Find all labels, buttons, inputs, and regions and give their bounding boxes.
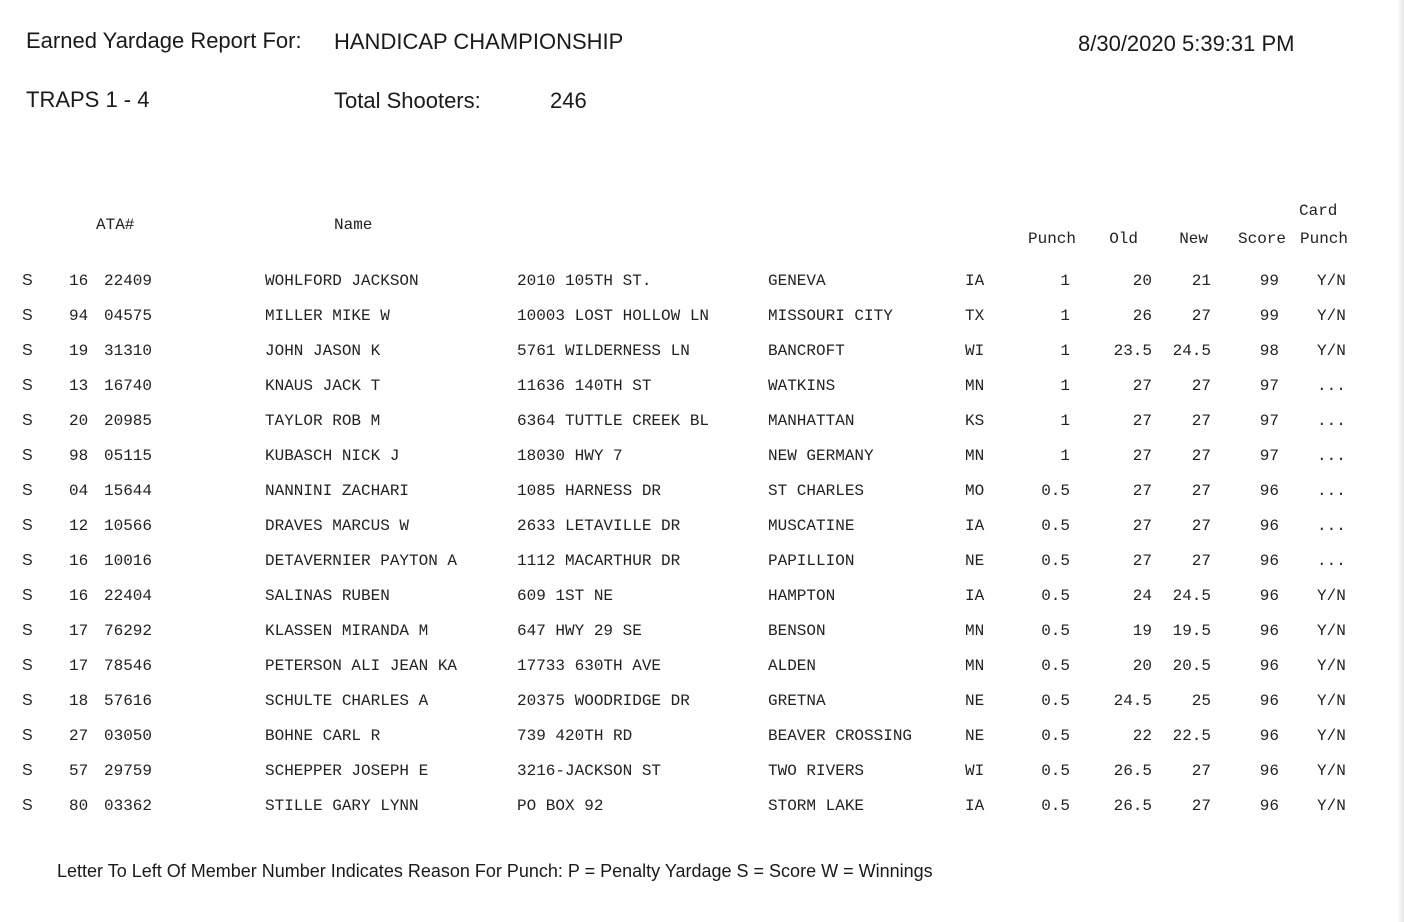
reason-letter: S <box>22 272 33 289</box>
shooter-city: BANCROFT <box>768 342 845 360</box>
shooter-name: PETERSON ALI JEAN KA <box>265 657 458 675</box>
score-value: 97 <box>1259 412 1279 430</box>
shooter-address: 739 420TH RD <box>517 727 633 745</box>
new-yardage: 22.5 <box>1172 727 1211 745</box>
ata-prefix: 04 <box>69 482 89 500</box>
total-shooters-label: Total Shooters: <box>334 88 481 113</box>
shooter-address: 3216-JACKSON ST <box>517 762 662 780</box>
card-punch-value: Y/N <box>1317 342 1346 360</box>
card-punch-value: Y/N <box>1317 587 1346 605</box>
reason-letter: S <box>22 412 33 429</box>
col-name: Name <box>334 216 373 234</box>
old-yardage: 26.5 <box>1113 797 1152 815</box>
reason-letter: S <box>22 727 33 744</box>
punch-value: 0.5 <box>1041 727 1070 745</box>
event-name: HANDICAP CHAMPIONSHIP <box>334 29 624 54</box>
new-yardage: 27 <box>1191 797 1211 815</box>
score-value: 96 <box>1259 762 1279 780</box>
new-yardage: 19.5 <box>1172 622 1211 640</box>
shooter-name: SALINAS RUBEN <box>265 587 390 605</box>
reason-letter: S <box>22 552 33 569</box>
shooter-city: BEAVER CROSSING <box>768 727 913 745</box>
punch-value: 1 <box>1060 377 1070 395</box>
shooter-address: 1085 HARNESS DR <box>517 482 662 500</box>
score-value: 96 <box>1259 482 1279 500</box>
old-yardage: 19 <box>1132 622 1152 640</box>
shooter-city: WATKINS <box>768 377 836 395</box>
shooter-city: ST CHARLES <box>768 482 865 500</box>
shooter-state: NE <box>965 727 985 745</box>
score-value: 97 <box>1259 377 1279 395</box>
total-shooters-value: 246 <box>550 88 587 113</box>
new-yardage: 21 <box>1191 272 1211 290</box>
old-yardage: 20 <box>1132 657 1152 675</box>
score-value: 96 <box>1259 622 1279 640</box>
ata-prefix: 12 <box>69 517 89 535</box>
ata-prefix: 17 <box>69 657 89 675</box>
shooter-city: HAMPTON <box>768 587 836 605</box>
table-row <box>0 412 1404 447</box>
shooter-state: WI <box>965 342 985 360</box>
ata-prefix: 16 <box>69 587 89 605</box>
ata-number: 16740 <box>104 377 153 395</box>
card-punch-value: Y/N <box>1317 797 1346 815</box>
card-punch-value: Y/N <box>1317 762 1346 780</box>
table-row <box>0 447 1404 482</box>
old-yardage: 23.5 <box>1113 342 1152 360</box>
reason-letter: S <box>22 342 33 359</box>
shooter-name: DETAVERNIER PAYTON A <box>265 552 458 570</box>
table-row <box>0 342 1404 377</box>
old-yardage: 20 <box>1132 272 1152 290</box>
shooter-address: 18030 HWY 7 <box>517 447 623 465</box>
shooter-address: 2010 105TH ST. <box>517 272 652 290</box>
new-yardage: 27 <box>1191 517 1211 535</box>
new-yardage: 20.5 <box>1172 657 1211 675</box>
reason-letter: S <box>22 377 33 394</box>
card-punch-value: Y/N <box>1317 307 1346 325</box>
ata-number: 10016 <box>104 552 153 570</box>
punch-value: 1 <box>1060 272 1070 290</box>
ata-prefix: 19 <box>69 342 89 360</box>
ata-prefix: 20 <box>69 412 89 430</box>
old-yardage: 26.5 <box>1113 762 1152 780</box>
punch-value: 1 <box>1060 412 1070 430</box>
ata-prefix: 27 <box>69 727 89 745</box>
shooter-name: STILLE GARY LYNN <box>265 797 419 815</box>
card-punch-value: Y/N <box>1317 622 1346 640</box>
shooter-name: NANNINI ZACHARI <box>265 482 410 500</box>
table-row <box>0 657 1404 692</box>
score-value: 96 <box>1259 692 1279 710</box>
card-punch-value: ... <box>1317 447 1346 465</box>
old-yardage: 24 <box>1132 587 1152 605</box>
shooter-name: SCHEPPER JOSEPH E <box>265 762 429 780</box>
shooter-address: 5761 WILDERNESS LN <box>517 342 690 360</box>
footer-legend: Letter To Left Of Member Number Indicates Reason For Punch: P = Penalty Yardage S = Score W = Winnings <box>57 861 933 881</box>
old-yardage: 22 <box>1132 727 1152 745</box>
punch-value: 0.5 <box>1041 692 1070 710</box>
shooter-city: GENEVA <box>768 272 826 290</box>
shooter-city: MUSCATINE <box>768 517 855 535</box>
col-ata: ATA# <box>96 216 135 234</box>
new-yardage: 27 <box>1191 307 1211 325</box>
shooter-name: DRAVES MARCUS W <box>265 517 410 535</box>
punch-value: 1 <box>1060 447 1070 465</box>
shooter-state: KS <box>965 412 985 430</box>
shooter-address: 11636 140TH ST <box>517 377 652 395</box>
reason-letter: S <box>22 587 33 604</box>
punch-value: 1 <box>1060 342 1070 360</box>
shooter-name: SCHULTE CHARLES A <box>265 692 429 710</box>
reason-letter: S <box>22 622 33 639</box>
score-value: 98 <box>1259 342 1279 360</box>
new-yardage: 27 <box>1191 482 1211 500</box>
ata-number: 22409 <box>104 272 153 290</box>
table-row <box>0 587 1404 622</box>
ata-number: 10566 <box>104 517 153 535</box>
new-yardage: 25 <box>1191 692 1211 710</box>
old-yardage: 27 <box>1132 412 1152 430</box>
col-card-punch: Punch <box>1300 230 1349 248</box>
old-yardage: 27 <box>1132 482 1152 500</box>
reason-letter: S <box>22 307 33 324</box>
old-yardage: 24.5 <box>1113 692 1152 710</box>
shooter-state: MN <box>965 447 985 465</box>
score-value: 96 <box>1259 552 1279 570</box>
score-value: 99 <box>1259 272 1279 290</box>
shooter-city: MANHATTAN <box>768 412 855 430</box>
report-datetime: 8/30/2020 5:39:31 PM <box>1078 31 1295 56</box>
shooter-state: IA <box>965 272 985 290</box>
score-value: 96 <box>1259 587 1279 605</box>
card-punch-value: Y/N <box>1317 692 1346 710</box>
ata-number: 15644 <box>104 482 153 500</box>
col-punch: Punch <box>1027 230 1076 248</box>
shooter-address: 1112 MACARTHUR DR <box>517 552 681 570</box>
old-yardage: 27 <box>1132 377 1152 395</box>
table-row <box>0 552 1404 587</box>
shooter-address: 20375 WOODRIDGE DR <box>517 692 690 710</box>
shooter-city: GRETNA <box>768 692 826 710</box>
shooter-state: TX <box>965 307 985 325</box>
punch-value: 0.5 <box>1041 552 1070 570</box>
punch-value: 0.5 <box>1041 622 1070 640</box>
punch-value: 0.5 <box>1041 762 1070 780</box>
old-yardage: 27 <box>1132 447 1152 465</box>
ata-number: 29759 <box>104 762 153 780</box>
punch-value: 0.5 <box>1041 587 1070 605</box>
shooter-address: 10003 LOST HOLLOW LN <box>517 307 710 325</box>
card-punch-value: Y/N <box>1317 272 1346 290</box>
report-title-label: Earned Yardage Report For: <box>26 28 302 53</box>
ata-number: 22404 <box>104 587 153 605</box>
ata-number: 03362 <box>104 797 153 815</box>
ata-number: 05115 <box>104 447 153 465</box>
ata-prefix: 18 <box>69 692 89 710</box>
table-row <box>0 272 1404 307</box>
shooter-address: PO BOX 92 <box>517 797 604 815</box>
reason-letter: S <box>22 482 33 499</box>
shooter-city: NEW GERMANY <box>768 447 874 465</box>
shooter-name: TAYLOR ROB M <box>265 412 381 430</box>
table-row <box>0 377 1404 412</box>
card-punch-value: ... <box>1317 412 1346 430</box>
card-punch-value: ... <box>1317 482 1346 500</box>
ata-prefix: 57 <box>69 762 89 780</box>
shooter-city: ALDEN <box>768 657 817 675</box>
ata-prefix: 16 <box>69 272 89 290</box>
table-row <box>0 517 1404 552</box>
table-row <box>0 622 1404 657</box>
score-value: 96 <box>1259 517 1279 535</box>
new-yardage: 27 <box>1191 447 1211 465</box>
new-yardage: 27 <box>1191 552 1211 570</box>
reason-letter: S <box>22 657 33 674</box>
old-yardage: 27 <box>1132 517 1152 535</box>
table-row <box>0 727 1404 762</box>
shooter-state: IA <box>965 587 985 605</box>
table-row <box>0 482 1404 517</box>
shooter-address: 17733 630TH AVE <box>517 657 662 675</box>
shooter-name: JOHN JASON K <box>265 342 381 360</box>
score-value: 96 <box>1259 657 1279 675</box>
reason-letter: S <box>22 692 33 709</box>
new-yardage: 24.5 <box>1172 342 1211 360</box>
ata-number: 20985 <box>104 412 153 430</box>
ata-number: 57616 <box>104 692 153 710</box>
ata-number: 31310 <box>104 342 153 360</box>
col-new: New <box>1179 230 1208 248</box>
ata-prefix: 16 <box>69 552 89 570</box>
shooter-city: PAPILLION <box>768 552 855 570</box>
shooter-name: MILLER MIKE W <box>265 307 390 325</box>
shooter-name: BOHNE CARL R <box>265 727 381 745</box>
reason-letter: S <box>22 762 33 779</box>
table-row <box>0 762 1404 797</box>
shooter-city: BENSON <box>768 622 826 640</box>
ata-number: 78546 <box>104 657 153 675</box>
col-old: Old <box>1109 230 1138 248</box>
card-punch-value: ... <box>1317 517 1346 535</box>
ata-number: 76292 <box>104 622 153 640</box>
shooter-city: TWO RIVERS <box>768 762 865 780</box>
table-row <box>0 692 1404 727</box>
card-punch-value: ... <box>1317 552 1346 570</box>
shooter-city: MISSOURI CITY <box>768 307 893 325</box>
table-row <box>0 307 1404 342</box>
ata-prefix: 98 <box>69 447 89 465</box>
table-row <box>0 797 1404 832</box>
new-yardage: 27 <box>1191 377 1211 395</box>
shooter-name: WOHLFORD JACKSON <box>265 272 419 290</box>
reason-letter: S <box>22 447 33 464</box>
punch-value: 0.5 <box>1041 657 1070 675</box>
shooter-address: 647 HWY 29 SE <box>517 622 642 640</box>
shooter-state: MO <box>965 482 985 500</box>
shooter-city: STORM LAKE <box>768 797 865 815</box>
card-punch-value: Y/N <box>1317 727 1346 745</box>
shooter-address: 609 1ST NE <box>517 587 614 605</box>
traps-label: TRAPS 1 - 4 <box>26 87 150 112</box>
shooter-state: MN <box>965 622 985 640</box>
score-value: 96 <box>1259 727 1279 745</box>
punch-value: 0.5 <box>1041 517 1070 535</box>
new-yardage: 27 <box>1191 762 1211 780</box>
shooter-state: MN <box>965 377 985 395</box>
punch-value: 0.5 <box>1041 482 1070 500</box>
old-yardage: 27 <box>1132 552 1152 570</box>
shooter-name: KLASSEN MIRANDA M <box>265 622 429 640</box>
shooter-address: 6364 TUTTLE CREEK BL <box>517 412 710 430</box>
shooter-state: NE <box>965 552 985 570</box>
shooter-name: KNAUS JACK T <box>265 377 381 395</box>
shooter-name: KUBASCH NICK J <box>265 447 400 465</box>
old-yardage: 26 <box>1132 307 1152 325</box>
ata-number: 04575 <box>104 307 153 325</box>
shooter-state: NE <box>965 692 985 710</box>
shooter-state: IA <box>965 797 985 815</box>
col-score: Score <box>1237 230 1286 248</box>
score-value: 97 <box>1259 447 1279 465</box>
punch-value: 0.5 <box>1041 797 1070 815</box>
shooter-state: WI <box>965 762 985 780</box>
shooter-address: 2633 LETAVILLE DR <box>517 517 681 535</box>
shooter-state: IA <box>965 517 985 535</box>
punch-value: 1 <box>1060 307 1070 325</box>
score-value: 99 <box>1259 307 1279 325</box>
ata-prefix: 94 <box>69 307 89 325</box>
new-yardage: 27 <box>1191 412 1211 430</box>
reason-letter: S <box>22 517 33 534</box>
new-yardage: 24.5 <box>1172 587 1211 605</box>
ata-prefix: 13 <box>69 377 89 395</box>
ata-prefix: 17 <box>69 622 89 640</box>
card-punch-value: Y/N <box>1317 657 1346 675</box>
ata-number: 03050 <box>104 727 153 745</box>
card-punch-value: ... <box>1317 377 1346 395</box>
ata-prefix: 80 <box>69 797 89 815</box>
score-value: 96 <box>1259 797 1279 815</box>
col-card: Card <box>1299 202 1338 220</box>
shooter-state: MN <box>965 657 985 675</box>
reason-letter: S <box>22 797 33 814</box>
